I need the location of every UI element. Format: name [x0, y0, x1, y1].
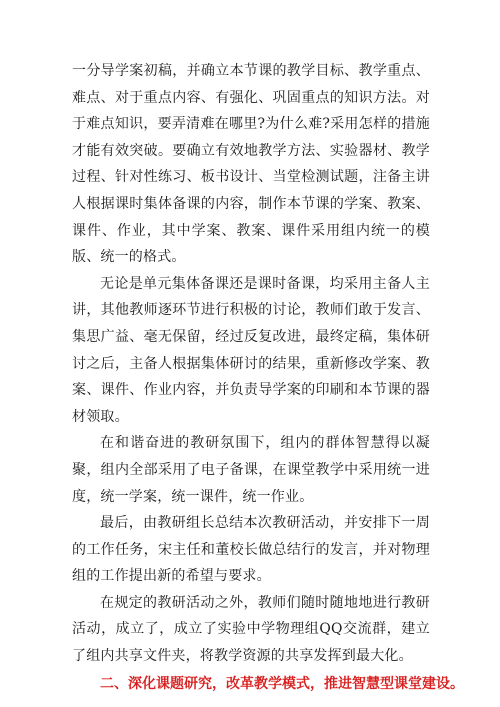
document-body — [72, 58, 464, 698]
paragraph-lesson-plan-draft: 一分导学案初稿，并确立本节课的教学目标、教学重点、难点、对于重点内容、有强化、巩固重点的知识方法。对于难点知识，要弄清难在哪里?为什么难?采用怎样的措施才能有效突破。要确立有效地教学方法、实验器材、教学过程、针对性练习、板书设计、当堂检测试题，注备主讲人根据课时集体备课的内容，制作本节课的学案、教案、课件、作业，其中学案、教案、课件采用组内统一的模版、统一的格式。 — [72, 63, 430, 266]
paragraph-collective-preparation: 无论是单元集体备课还是课时备课，均采用主备人主讲，其他教师逐环节进行积极的讨论，教师们敢于发言、集思广益、毫无保留，经过反复改进，最终定稿，集体研讨之后，主备人根据集体研讨的结果，重新修改学案、教案、课件、作业内容，并负责导学案的印刷和本节课的器材领取。 — [72, 275, 430, 425]
section-heading: 二、深化课题研究，改革教学模式，推进智慧型课堂建设。 — [100, 675, 464, 692]
paragraph-qq-group: 在规定的教研活动之外，教师们随时随地地进行教研活动，成立了，成立了实验中学物理组QQ交流群，建立了组内共享文件夹，将教学资源的共享发挥到最大化。 — [72, 594, 430, 665]
paragraph-electronic-preparation: 在和谐奋进的教研氛围下，组内的群体智慧得以凝聚，组内全部采用了电子备课，在课堂教学中采用统一进度，统一学案，统一课件，统一作业。 — [72, 435, 430, 505]
paragraph-summary: 最后，由教研组长总结本次教研活动，并安排下一周的工作任务，宋主任和董校长做总结行的发言，并对物理组的工作提出新的希望与要求。 — [72, 515, 430, 585]
